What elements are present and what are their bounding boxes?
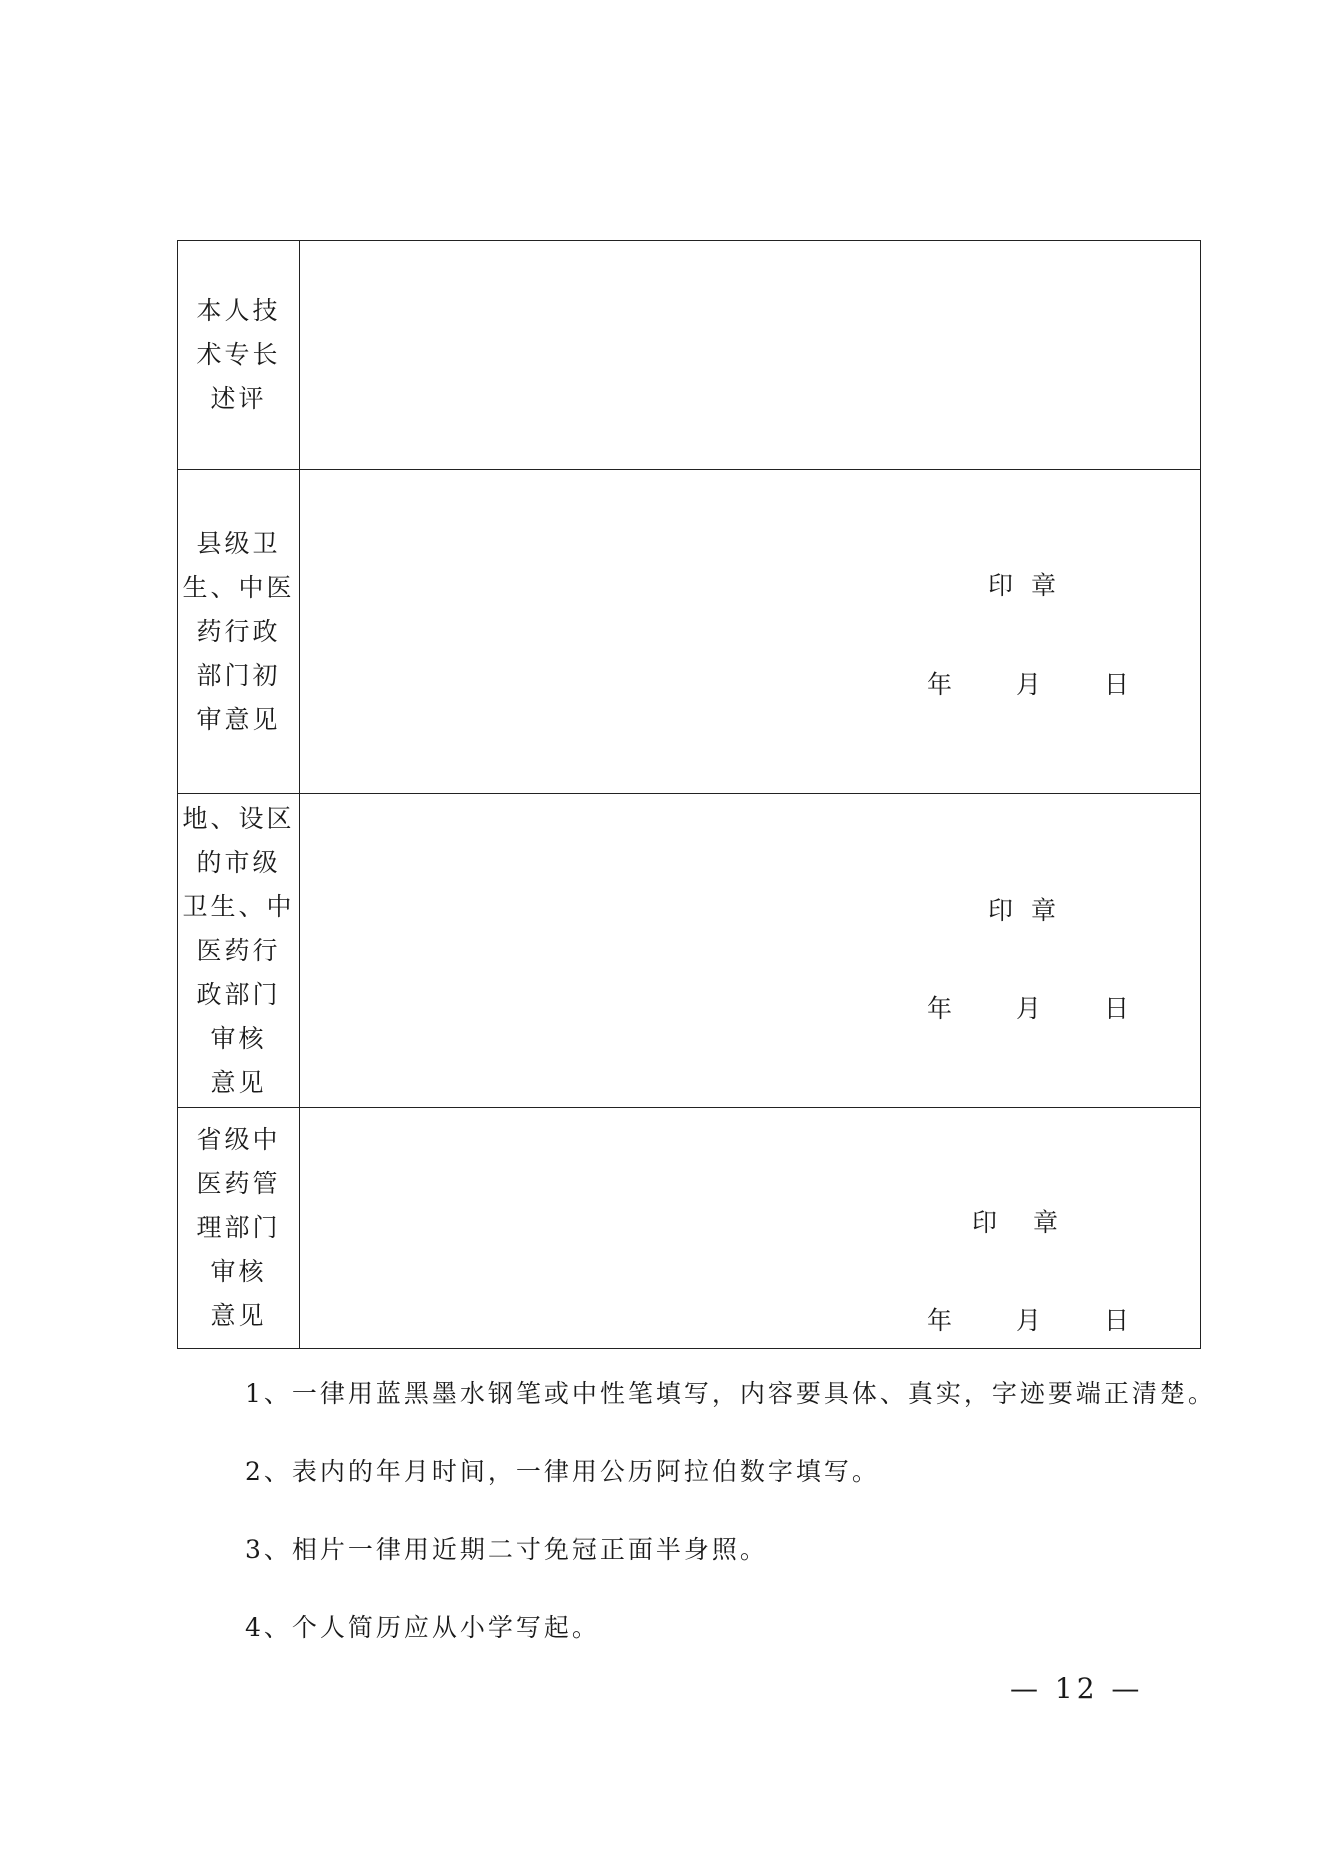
label-line: 医药管 [196,1169,281,1198]
date-day-label: 日 [1104,994,1130,1023]
label-line: 药行政 [196,616,281,646]
label-line: 卫生、中 [182,891,295,921]
row-label-provincial-review [178,1108,300,1349]
label-line: 的市级 [196,847,281,877]
row-label-county-review [178,470,300,794]
date-day-label: 日 [1104,670,1130,699]
label-line: 审核 [210,1023,267,1053]
table-row-county-review [178,470,1201,794]
date-year-label: 年 [927,1306,953,1335]
label-line: 生、中医 [182,572,295,602]
page-number: — 12 — [1010,1672,1144,1705]
provincial-review-content[interactable] [300,1108,1201,1349]
label-line: 术专长 [196,340,281,369]
row-label-city-review [178,794,300,1108]
label-line: 审核 [210,1257,267,1286]
filling-instructions [245,1374,1216,1686]
city-review-content[interactable] [300,794,1201,1108]
label-line: 部门初 [196,660,281,690]
label-line: 政部门 [196,979,281,1009]
label-line: 地、设区 [182,803,295,833]
label-line: 审意见 [196,704,281,734]
instruction-note: 1、一律用蓝黑墨水钢笔或中性笔填写，内容要具体、真实，字迹要端正清楚。 [245,1379,1216,1408]
county-review-content[interactable] [300,470,1201,794]
label-line: 医药行 [196,935,281,965]
approval-form-table [177,240,1201,1349]
stamp-label: 印 章 [972,1208,1072,1237]
instruction-note: 3、相片一律用近期二寸免冠正面半身照。 [245,1535,768,1564]
date-month-label: 月 [1016,1306,1042,1335]
self-review-content[interactable] [300,241,1201,470]
date-year-label: 年 [927,994,953,1023]
table-row-city-review [178,794,1201,1108]
stamp-label: 印章 [988,571,1075,600]
stamp-label: 印章 [988,896,1075,925]
row-label-self-review [178,241,300,470]
label-line: 意见 [210,1067,267,1097]
date-day-label: 日 [1104,1306,1130,1335]
label-line: 省级中 [196,1125,281,1154]
label-line: 本人技 [196,296,281,325]
date-month-label: 月 [1016,670,1042,699]
table-row-self-review [178,241,1201,470]
instruction-note: 4、个人简历应从小学写起。 [245,1613,600,1642]
label-line: 意见 [210,1301,267,1330]
date-month-label: 月 [1016,994,1042,1023]
label-line: 县级卫 [196,528,281,558]
table-row-provincial-review [178,1108,1201,1349]
instruction-note: 2、表内的年月时间，一律用公历阿拉伯数字填写。 [245,1457,880,1486]
label-line: 述评 [210,384,267,413]
label-line: 理部门 [196,1213,281,1242]
date-year-label: 年 [927,670,953,699]
